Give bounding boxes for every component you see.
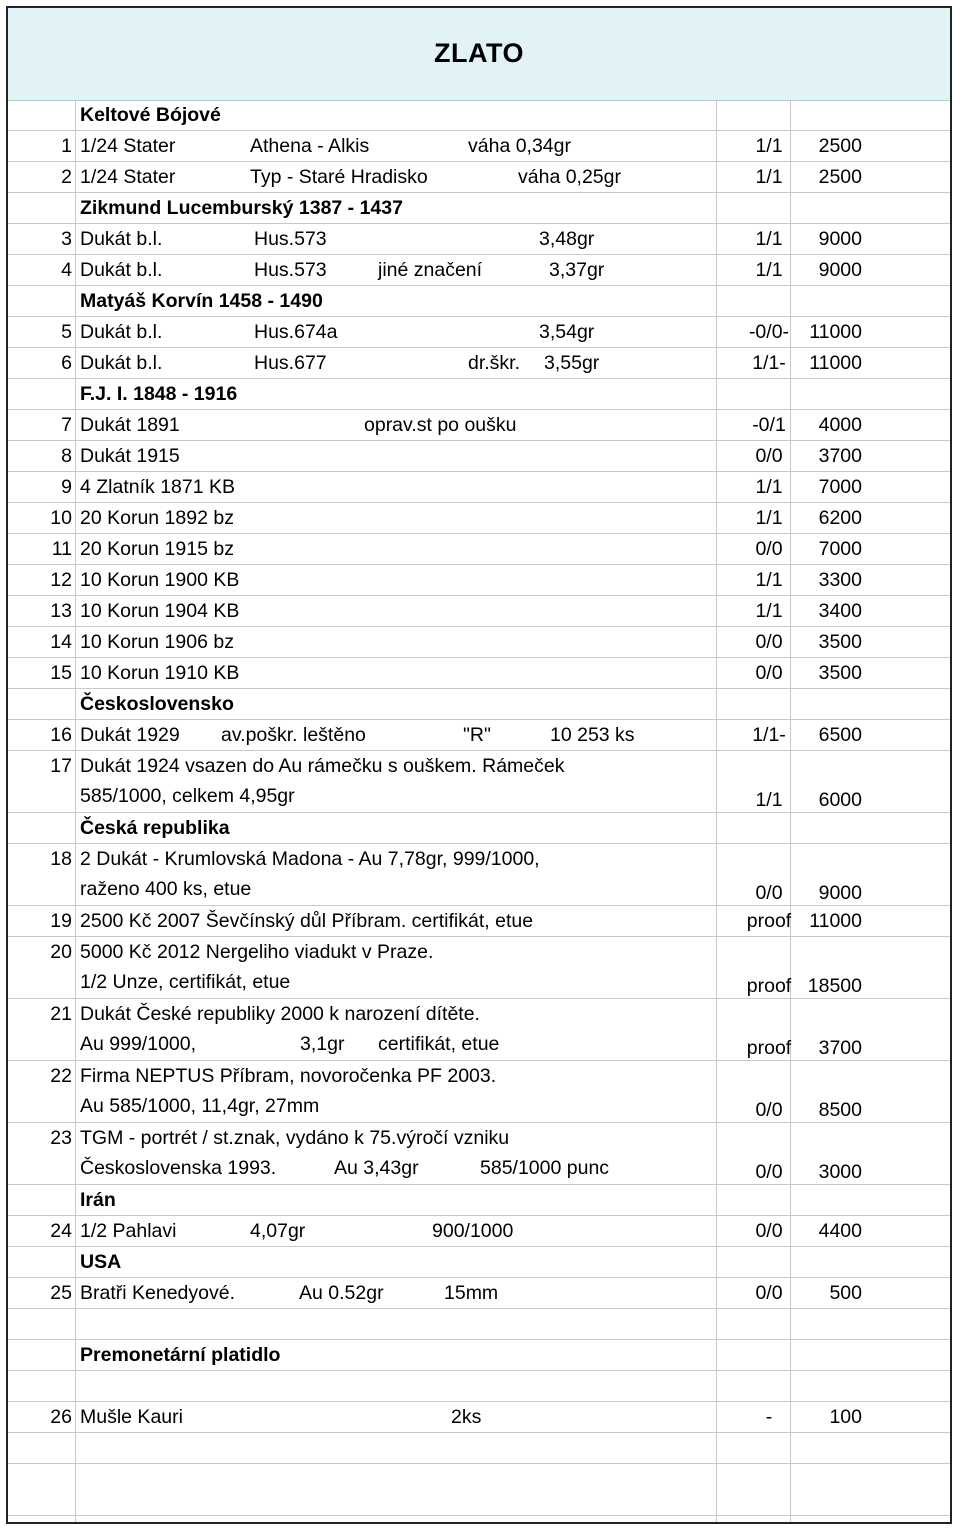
item-price: 9000 [818, 882, 862, 904]
item-price: 2500 [818, 166, 862, 188]
item-description: 3,54gr [539, 321, 595, 343]
item-number: 19 [50, 910, 72, 932]
empty-row [8, 1309, 950, 1340]
item-grade: 1/1 [755, 166, 783, 188]
table-row [8, 162, 950, 193]
item-grade: 0/0 [755, 1099, 783, 1121]
item-description: 2500 Kč 2007 Ševčínský důl Příbram. certifikát, etue [80, 910, 534, 932]
item-description: Dukát b.l. [80, 228, 163, 250]
item-description: 10 253 ks [550, 724, 635, 746]
table-row [8, 906, 950, 937]
item-number: 10 [50, 507, 72, 529]
item-number: 13 [50, 600, 72, 622]
item-grade: 1/1 [755, 600, 783, 622]
item-price: 6200 [818, 507, 862, 529]
item-description: 1/24 Stater [80, 135, 176, 157]
item-number: 26 [50, 1406, 72, 1428]
item-description: 10 Korun 1904 KB [80, 600, 240, 622]
item-description: Dukát 1929 [80, 724, 180, 746]
spreadsheet [6, 6, 952, 1524]
item-price: 500 [829, 1282, 862, 1304]
item-number: 3 [61, 228, 72, 250]
item-description: "R" [463, 724, 491, 746]
item-grade: 0/0 [755, 1282, 783, 1304]
section-heading: Keltové Bójové [80, 104, 221, 126]
table-row [8, 503, 950, 534]
item-grade: 0/0 [755, 631, 783, 653]
item-description: Au 0.52gr [299, 1282, 384, 1304]
item-description: jiné značení [378, 259, 483, 281]
item-description: TGM - portrét / st.znak, vydáno k 75.výročí vzniku [80, 1127, 510, 1149]
item-grade: proof [746, 910, 792, 932]
section-row [8, 193, 950, 224]
item-description: av.poškr. leštěno [221, 724, 366, 746]
item-description: 15mm [444, 1282, 499, 1304]
item-grade: 1/1 [755, 569, 783, 591]
item-price: 100 [829, 1406, 862, 1428]
item-number: 4 [61, 259, 72, 281]
item-number: 8 [61, 445, 72, 467]
title-band [8, 8, 950, 101]
item-grade: 0/0 [755, 662, 783, 684]
table-row [8, 751, 950, 813]
item-price: 4000 [818, 414, 862, 436]
item-grade: -0/1 [752, 414, 786, 436]
item-number: 15 [50, 662, 72, 684]
table-row [8, 1061, 950, 1123]
table-row [8, 317, 950, 348]
item-grade: 1/1 [755, 259, 783, 281]
item-grade: proof [746, 1037, 792, 1059]
item-description: 1/2 Unze, certifikát, etue [80, 971, 291, 993]
item-description: Firma NEPTUS Příbram, novoročenka PF 2003. [80, 1065, 497, 1087]
section-row [8, 813, 950, 844]
item-grade: 1/1- [752, 724, 786, 746]
item-description: 20 Korun 1915 bz [80, 538, 234, 560]
item-price: 3400 [818, 600, 862, 622]
item-number: 25 [50, 1282, 72, 1304]
item-grade: proof [746, 975, 792, 997]
item-number: 1 [61, 135, 72, 157]
table-row [8, 720, 950, 751]
item-grade: 0/0 [755, 882, 783, 904]
item-description: váha 0,34gr [468, 135, 571, 157]
item-grade: 0/0 [755, 538, 783, 560]
item-grade: 1/1 [755, 228, 783, 250]
empty-row [8, 1433, 950, 1464]
item-description: 10 Korun 1900 KB [80, 569, 240, 591]
empty-row [8, 1371, 950, 1402]
item-description: 585/1000, celkem 4,95gr [80, 785, 295, 807]
item-number: 2 [61, 166, 72, 188]
item-price: 3500 [818, 662, 862, 684]
item-number: 18 [50, 848, 72, 870]
item-description: 1/24 Stater [80, 166, 176, 188]
table-row [8, 348, 950, 379]
item-price: 7000 [818, 538, 862, 560]
item-grade: 1/1 [755, 476, 783, 498]
item-price: 7000 [818, 476, 862, 498]
table-row [8, 937, 950, 999]
item-description: 585/1000 punc [480, 1157, 610, 1179]
item-description: Au 3,43gr [334, 1157, 419, 1179]
item-description: 20 Korun 1892 bz [80, 507, 234, 529]
item-description: 1/2 Pahlavi [80, 1220, 177, 1242]
item-price: 8500 [818, 1099, 862, 1121]
item-description: Dukát 1915 [80, 445, 180, 467]
item-grade: 1/1- [752, 352, 786, 374]
item-grade: 1/1 [755, 507, 783, 529]
table-row [8, 844, 950, 906]
item-description: 2 Dukát - Krumlovská Madona - Au 7,78gr, 999/1000, [80, 848, 540, 870]
table-row [8, 1278, 950, 1309]
item-number: 21 [50, 1003, 72, 1025]
table-row [8, 472, 950, 503]
item-grade: 1/1 [755, 135, 783, 157]
table-row [8, 224, 950, 255]
item-number: 22 [50, 1065, 72, 1087]
item-price: 11000 [809, 910, 862, 932]
item-description: Bratři Kenedyové. [80, 1282, 236, 1304]
item-description: Československa 1993. [80, 1157, 277, 1179]
table-row [8, 534, 950, 565]
item-price: 3500 [818, 631, 862, 653]
item-price: 6500 [818, 724, 862, 746]
table-row [8, 565, 950, 596]
section-heading: Matyáš Korvín 1458 - 1490 [80, 290, 323, 312]
section-row [8, 286, 950, 317]
section-heading: Premonetární platidlo [80, 1344, 281, 1366]
item-description: 4,07gr [250, 1220, 306, 1242]
item-description: 2ks [451, 1406, 482, 1428]
item-description: Athena - Alkis [250, 135, 370, 157]
item-number: 14 [50, 631, 72, 653]
item-number: 6 [61, 352, 72, 374]
table-row [8, 1216, 950, 1247]
item-grade: 1/1 [755, 789, 783, 811]
table-row [8, 441, 950, 472]
item-description: 4 Zlatník 1871 KB [80, 476, 236, 498]
item-description: Au 585/1000, 11,4gr, 27mm [80, 1095, 320, 1117]
item-number: 23 [50, 1127, 72, 1149]
item-price: 11000 [809, 321, 862, 343]
item-description: Dukát b.l. [80, 321, 163, 343]
item-grade: 0/0 [755, 445, 783, 467]
item-description: 3,55gr [544, 352, 600, 374]
item-description: Typ - Staré Hradisko [250, 166, 428, 188]
item-description: Hus.674a [254, 321, 338, 343]
section-heading: Československo [80, 693, 234, 715]
item-price: 4400 [818, 1220, 862, 1242]
item-price: 6000 [818, 789, 862, 811]
item-number: 17 [50, 755, 72, 777]
item-description: 3,37gr [549, 259, 605, 281]
table-row [8, 410, 950, 441]
item-description: 3,1gr [300, 1033, 345, 1055]
item-description: Dukát České republiky 2000 k narození dítěte. [80, 1003, 480, 1025]
table-row [8, 131, 950, 162]
item-description: 10 Korun 1910 KB [80, 662, 240, 684]
item-description: oprav.st po oušku [364, 414, 517, 436]
page-title: ZLATO [434, 38, 524, 68]
table-row [8, 596, 950, 627]
section-heading: Irán [80, 1189, 116, 1211]
item-price: 3700 [818, 445, 862, 467]
item-description: Mušle Kauri [80, 1406, 183, 1428]
section-row [8, 1340, 950, 1371]
item-description: 3,48gr [539, 228, 595, 250]
item-price: 9000 [818, 228, 862, 250]
section-row [8, 100, 950, 131]
item-grade: -0/0- [748, 321, 790, 343]
item-description: Hus.677 [254, 352, 327, 374]
empty-row [8, 1464, 950, 1516]
item-description: Dukát b.l. [80, 259, 163, 281]
item-description: raženo 400 ks, etue [80, 878, 252, 900]
section-row [8, 1247, 950, 1278]
item-number: 24 [50, 1220, 72, 1242]
section-row [8, 689, 950, 720]
item-number: 11 [51, 538, 72, 560]
item-price: 3000 [818, 1161, 862, 1183]
item-number: 20 [50, 941, 72, 963]
item-description: 10 Korun 1906 bz [80, 631, 234, 653]
table-row [8, 658, 950, 689]
table-row [8, 1402, 950, 1433]
item-description: váha 0,25gr [518, 166, 621, 188]
item-description: Au 999/1000, [80, 1033, 197, 1055]
item-description: Dukát 1924 vsazen do Au rámečku s ouškem. Rámeček [80, 755, 565, 777]
item-grade: 0/0 [755, 1220, 783, 1242]
item-description: dr.škr. [468, 352, 521, 374]
item-grade: - [765, 1406, 773, 1428]
section-row [8, 379, 950, 410]
item-grade: 0/0 [755, 1161, 783, 1183]
item-description: Hus.573 [254, 259, 327, 281]
item-description: Dukát 1891 [80, 414, 180, 436]
item-number: 7 [61, 414, 72, 436]
table-row [8, 627, 950, 658]
item-description: Dukát b.l. [80, 352, 163, 374]
item-description: Hus.573 [254, 228, 327, 250]
item-description: 900/1000 [432, 1220, 514, 1242]
section-heading: F.J. I. 1848 - 1916 [80, 383, 238, 405]
item-price: 18500 [807, 975, 862, 997]
section-heading: Zikmund Lucemburský 1387 - 1437 [80, 197, 403, 219]
item-price: 3700 [818, 1037, 862, 1059]
section-heading: USA [80, 1251, 122, 1273]
item-number: 16 [50, 724, 72, 746]
item-price: 11000 [809, 352, 862, 374]
item-number: 9 [61, 476, 72, 498]
section-heading: Česká republika [80, 817, 230, 839]
section-row [8, 1185, 950, 1216]
item-number: 5 [61, 321, 72, 343]
item-number: 12 [50, 569, 72, 591]
table-row [8, 255, 950, 286]
item-description: certifikát, etue [378, 1033, 500, 1055]
table-row [8, 1123, 950, 1185]
item-price: 3300 [818, 569, 862, 591]
item-price: 2500 [818, 135, 862, 157]
item-description: 5000 Kč 2012 Nergeliho viadukt v Praze. [80, 941, 434, 963]
item-price: 9000 [818, 259, 862, 281]
table-row [8, 999, 950, 1061]
